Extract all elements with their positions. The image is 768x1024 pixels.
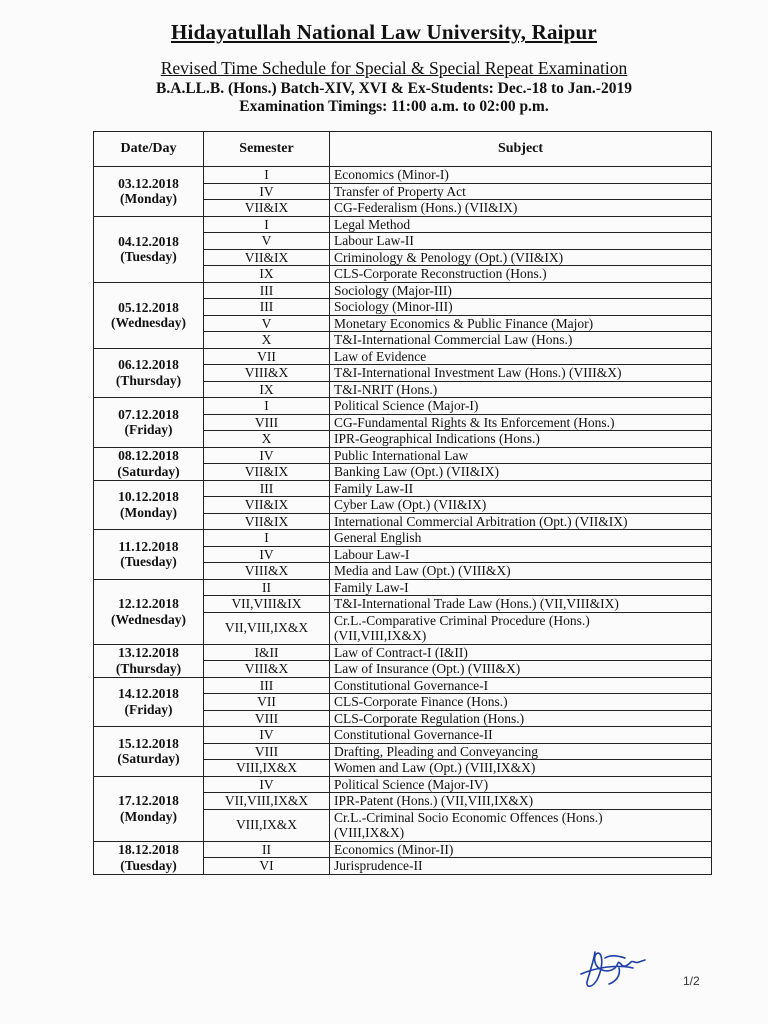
subject-cell: Political Science (Major-IV) — [330, 776, 712, 793]
exam-day: (Monday) — [120, 191, 177, 207]
semester-cell: IV — [204, 546, 330, 563]
subject-cell: Drafting, Pleading and Conveyancing — [330, 743, 712, 760]
semester-cell: V — [204, 315, 330, 332]
semester-cell: VIII,IX&X — [204, 760, 330, 777]
table-row — [94, 579, 712, 596]
subject-name: Cr.L.-Comparative Criminal Procedure (Hons.) — [334, 612, 590, 628]
subject-cell: International Commercial Arbitration (Opt.) (VII&IX) — [330, 513, 712, 530]
semester-cell: I — [204, 530, 330, 547]
semester-cell: IX — [204, 266, 330, 283]
exam-date: 10.12.2018 — [118, 489, 179, 505]
semester-cell: VII,VIII,IX&X — [204, 612, 330, 644]
subject-cell: CG-Fundamental Rights & Its Enforcement (Hons.) — [330, 414, 712, 431]
semester-cell: VII&IX — [204, 497, 330, 514]
semester-cell: III — [204, 282, 330, 299]
subject-cell: Law of Insurance (Opt.) (VIII&X) — [330, 661, 712, 678]
subject-cell: IPR-Geographical Indications (Hons.) — [330, 431, 712, 448]
semester-cell: VIII&X — [204, 563, 330, 580]
subject-cell: Family Law-II — [330, 480, 712, 497]
date-day-cell — [94, 167, 204, 217]
subject-cell: Criminology & Penology (Opt.) (VII&IX) — [330, 249, 712, 266]
subject-cell: CG-Federalism (Hons.) (VII&IX) — [330, 200, 712, 217]
semester-cell: X — [204, 332, 330, 349]
signature-image — [575, 944, 675, 992]
subject-cell: IPR-Patent (Hons.) (VII,VIII,IX&X) — [330, 793, 712, 810]
date-day-cell — [94, 841, 204, 874]
semester-cell: I — [204, 398, 330, 415]
subject-cell: Public International Law — [330, 447, 712, 464]
subject-semesters: (VIII,IX&X) — [334, 825, 405, 840]
table-row — [94, 841, 712, 858]
exam-date: 05.12.2018 — [118, 299, 179, 315]
subject-cell: Cyber Law (Opt.) (VII&IX) — [330, 497, 712, 514]
schedule-table — [93, 131, 712, 875]
exam-day: (Tuesday) — [120, 554, 177, 570]
column-header-semester: Semester — [204, 132, 330, 167]
semester-cell: VII — [204, 348, 330, 365]
exam-day: (Saturday) — [117, 463, 180, 479]
exam-date: 11.12.2018 — [118, 538, 179, 554]
subject-cell: Law of Contract-I (I&II) — [330, 644, 712, 661]
column-header-subject: Subject — [330, 132, 712, 167]
table-row — [94, 167, 712, 184]
table-row — [94, 644, 712, 661]
semester-cell: X — [204, 431, 330, 448]
subject-cell: Jurisprudence-II — [330, 858, 712, 875]
subject-cell: Family Law-I — [330, 579, 712, 596]
exam-date: 06.12.2018 — [118, 357, 179, 373]
date-day-cell — [94, 677, 204, 727]
date-day-cell — [94, 447, 204, 480]
semester-cell: III — [204, 677, 330, 694]
semester-cell: I — [204, 216, 330, 233]
exam-date: 04.12.2018 — [118, 233, 179, 249]
subject-cell: T&I-International Trade Law (Hons.) (VII,VIII&IX) — [330, 596, 712, 613]
batch-line: B.A.LL.B. (Hons.) Batch-XIV, XVI & Ex-Students: Dec.-18 to Jan.-2019 — [156, 80, 632, 97]
subject-cell: T&I-International Investment Law (Hons.) (VIII&X) — [330, 365, 712, 382]
exam-date: 08.12.2018 — [118, 448, 179, 463]
semester-cell: IV — [204, 727, 330, 744]
subject-cell: CLS-Corporate Regulation (Hons.) — [330, 710, 712, 727]
semester-cell: VII — [204, 694, 330, 711]
exam-day: (Tuesday) — [120, 249, 177, 264]
date-day-cell — [94, 216, 204, 282]
subject-cell: Law of Evidence — [330, 348, 712, 365]
semester-cell: IV — [204, 447, 330, 464]
exam-date: 07.12.2018 — [118, 406, 179, 422]
exam-date: 15.12.2018 — [118, 735, 179, 751]
subject-name: Cr.L.-Criminal Socio Economic Offences (Hons.) — [334, 809, 603, 825]
date-day-cell — [94, 398, 204, 448]
semester-cell: IV — [204, 776, 330, 793]
table-row — [94, 348, 712, 365]
table-row — [94, 776, 712, 793]
semester-cell: VIII&X — [204, 661, 330, 678]
date-day-cell — [94, 776, 204, 841]
exam-day: (Wednesday) — [110, 611, 186, 627]
table-header-row — [94, 132, 712, 167]
exam-date: 14.12.2018 — [118, 686, 179, 702]
exam-day: (Tuesday) — [120, 857, 177, 873]
subject-cell: CLS-Corporate Finance (Hons.) — [330, 694, 712, 711]
semester-cell: VII,VIII,IX&X — [204, 793, 330, 810]
semester-cell: IX — [204, 381, 330, 398]
subject-cell: Sociology (Major-III) — [330, 282, 712, 299]
exam-day: (Friday) — [124, 701, 173, 717]
university-title: Hidayatullah National Law University, Raipur — [171, 20, 597, 44]
table-row — [94, 447, 712, 464]
subject-cell: T&I-International Commercial Law (Hons.) — [330, 332, 712, 349]
table-row — [94, 727, 712, 744]
schedule-body — [94, 167, 712, 875]
exam-date: 18.12.2018 — [118, 842, 179, 857]
exam-date: 12.12.2018 — [118, 596, 179, 611]
semester-cell: VI — [204, 858, 330, 875]
semester-cell: VIII — [204, 414, 330, 431]
date-day-cell — [94, 348, 204, 398]
schedule-subtitle: Revised Time Schedule for Special & Special Repeat Examination — [160, 58, 628, 78]
subject-cell: Labour Law-II — [330, 233, 712, 250]
subject-cell: Women and Law (Opt.) (VIII,IX&X) — [330, 760, 712, 777]
subject-cell: General English — [330, 530, 712, 547]
semester-cell: I — [204, 167, 330, 184]
subject-cell: Monetary Economics & Public Finance (Major) — [330, 315, 712, 332]
subject-cell: CLS-Corporate Reconstruction (Hons.) — [330, 266, 712, 283]
date-day-cell — [94, 727, 204, 777]
semester-cell: VII&IX — [204, 249, 330, 266]
subject-cell: Transfer of Property Act — [330, 183, 712, 200]
semester-cell: III — [204, 480, 330, 497]
semester-cell: VIII&X — [204, 365, 330, 382]
table-row — [94, 677, 712, 694]
date-day-cell — [94, 579, 204, 644]
semester-cell: VII&IX — [204, 200, 330, 217]
table-row — [94, 216, 712, 233]
exam-day: (Thursday) — [115, 660, 182, 676]
semester-cell: VII&IX — [204, 513, 330, 530]
semester-cell: VIII — [204, 743, 330, 760]
exam-day: (Monday) — [120, 504, 177, 520]
exam-date: 17.12.2018 — [118, 793, 179, 808]
semester-cell: II — [204, 841, 330, 858]
semester-cell: VIII,IX&X — [204, 809, 330, 841]
subject-cell: Banking Law (Opt.) (VII&IX) — [330, 464, 712, 481]
page-number: 1/2 — [683, 974, 700, 988]
exam-day: (Monday) — [120, 808, 177, 824]
exam-day: (Friday) — [124, 422, 173, 438]
date-day-cell — [94, 530, 204, 580]
semester-cell: VII,VIII&IX — [204, 596, 330, 613]
subject-cell: Political Science (Major-I) — [330, 398, 712, 415]
exam-day: (Saturday) — [117, 751, 180, 767]
exam-timings: Examination Timings: 11:00 a.m. to 02:00 p.m. — [239, 98, 549, 115]
exam-day: (Wednesday) — [110, 315, 186, 330]
subject-cell: Constitutional Governance-II — [330, 727, 712, 744]
subject-cell — [330, 809, 712, 841]
semester-cell: IV — [204, 183, 330, 200]
subject-cell: T&I-NRIT (Hons.) — [330, 381, 712, 398]
table-row — [94, 530, 712, 547]
subject-cell: Media and Law (Opt.) (VIII&X) — [330, 563, 712, 580]
semester-cell: I&II — [204, 644, 330, 661]
subject-cell — [330, 612, 712, 644]
column-header-date: Date/Day — [94, 132, 204, 167]
subject-cell: Sociology (Minor-III) — [330, 299, 712, 316]
date-day-cell — [94, 282, 204, 348]
table-row — [94, 398, 712, 415]
subject-semesters: (VII,VIII,IX&X) — [334, 628, 427, 643]
subject-cell: Labour Law-I — [330, 546, 712, 563]
semester-cell: V — [204, 233, 330, 250]
exam-date: 03.12.2018 — [118, 175, 179, 191]
exam-day: (Thursday) — [115, 372, 182, 388]
semester-cell: III — [204, 299, 330, 316]
subject-cell: Economics (Minor-II) — [330, 841, 712, 858]
table-row — [94, 480, 712, 497]
semester-cell: VII&IX — [204, 464, 330, 481]
date-day-cell — [94, 480, 204, 530]
semester-cell: II — [204, 579, 330, 596]
subject-cell: Economics (Minor-I) — [330, 167, 712, 184]
date-day-cell — [94, 644, 204, 677]
table-row — [94, 282, 712, 299]
exam-date: 13.12.2018 — [118, 645, 179, 660]
subject-cell: Constitutional Governance-I — [330, 677, 712, 694]
semester-cell: VIII — [204, 710, 330, 727]
subject-cell: Legal Method — [330, 216, 712, 233]
